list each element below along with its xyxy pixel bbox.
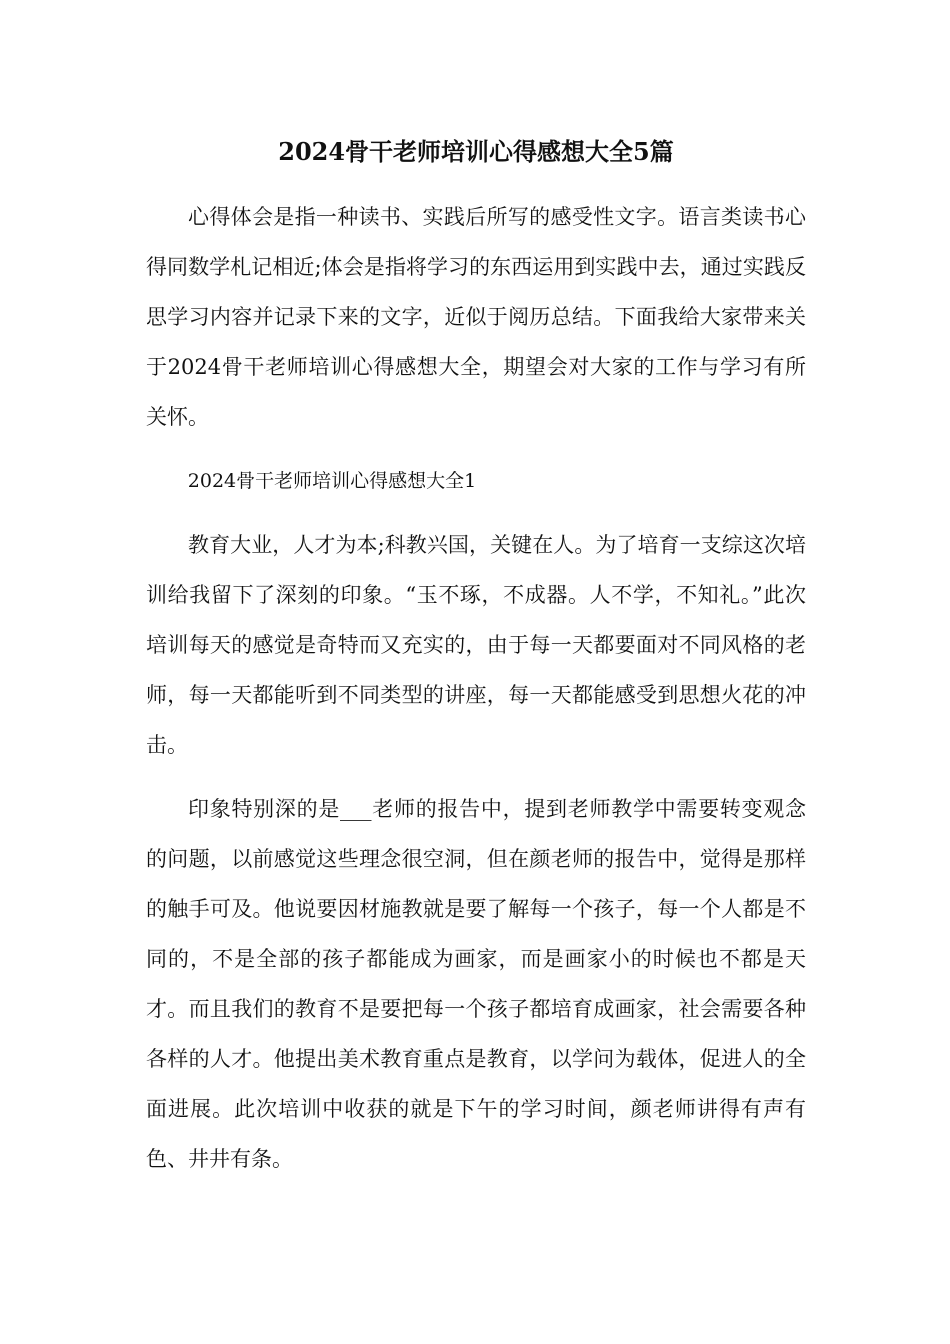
paragraph-spacer	[146, 442, 806, 456]
section-paragraph-1: 教育大业，人才为本;科教兴国，关键在人。为了培育一支综这次培训给我留下了深刻的印象。“玉不琢，不成器。人不学，不知礼。”此次培训每天的感觉是奇特而又充实的，由于每一天都要面对不同风格的老师，每一天都能听到不同类型的讲座，每一天都能感受到思想火花的冲击。	[146, 533, 806, 757]
section-paragraph-2: 印象特别深的是___老师的报告中，提到老师教学中需要转变观念的问题，以前感觉这些理念很空洞，但在颜老师的报告中，觉得是那样的触手可及。他说要因材施教就是要了解每一个孩子，每一个人都是不同的，不是全部的孩子都能成为画家，而是画家小的时候也不都是天才。而且我们的教育不是要把每一个孩子都培育成画家，社会需要各种各样的人才。他提出美术教育重点是教育，以学问为载体，促进人的全面进展。此次培训中收获的就是下午的学习时间，颜老师讲得有声有色、井井有条。	[146, 797, 806, 1171]
intro-paragraph: 心得体会是指一种读书、实践后所写的感受性文字。语言类读书心得同数学札记相近;体会是指将学习的东西运用到实践中去，通过实践反思学习内容并记录下来的文字，近似于阅历总结。下面我给大家带来关于2024骨干老师培训心得感想大全，期望会对大家的工作与学习有所关怀。	[146, 205, 806, 429]
document-content	[146, 132, 806, 1184]
section-heading: 2024骨干老师培训心得感想大全1	[187, 470, 477, 492]
paragraph-spacer	[146, 770, 806, 784]
paragraph-spacer	[146, 506, 806, 520]
document-title: 2024骨干老师培训心得感想大全5篇	[278, 137, 674, 166]
